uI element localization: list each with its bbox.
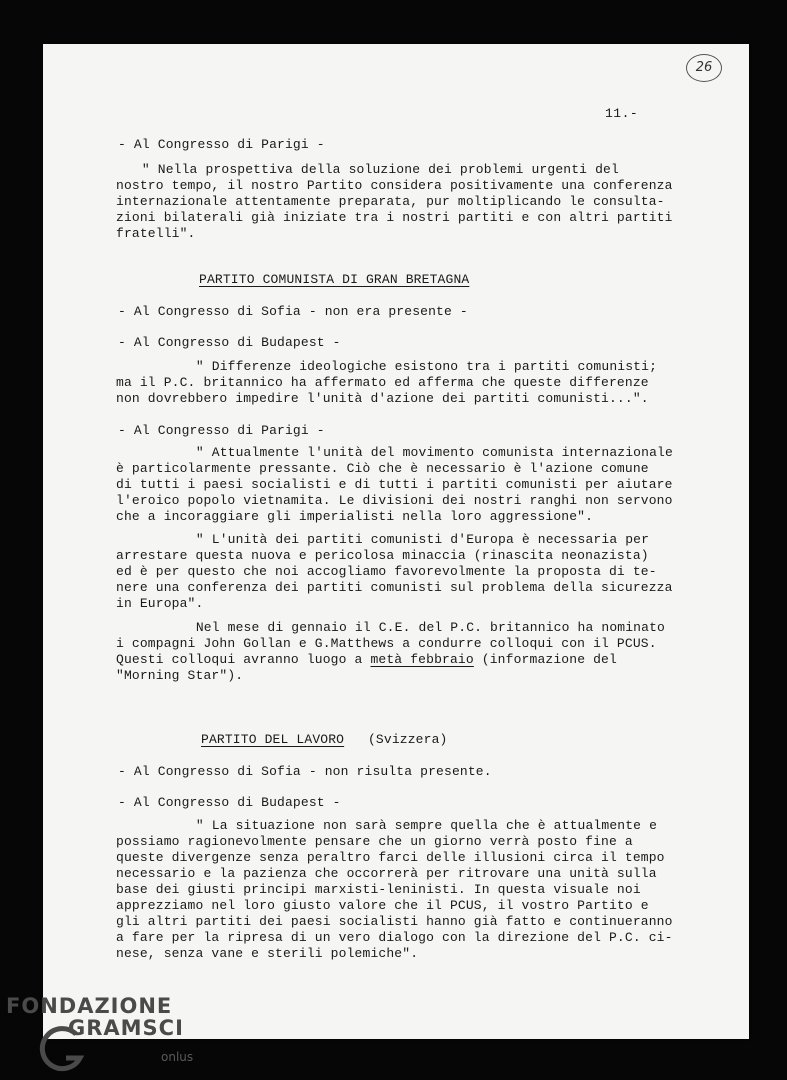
paragraph-text: (informazione del: [473, 652, 617, 667]
watermark-line1: FONDAZIONE: [6, 994, 173, 1018]
paragraph-line: Nel mese di gennaio il C.E. del P.C. britannico ha nominato: [172, 620, 665, 635]
congress-line: - Al Congresso di Budapest -: [118, 795, 341, 810]
quote-line: a fare per la ripresa di un vero dialogo con la direzione del P.C. ci-: [116, 930, 673, 945]
quote-line: ed è per questo che noi accogliamo favorevolmente la proposta di te-: [116, 564, 657, 579]
quote-line: gli altri partiti dei paesi socialisti hanno già fatto e continueranno: [116, 914, 673, 929]
archive-number-stamp: 26: [686, 54, 722, 82]
quote-line: apprezziamo nel loro giusto valore che il PCUS, il vostro Partito e: [116, 898, 649, 913]
quote-line: arrestare questa nuova e pericolosa minaccia (rinascita neonazista): [116, 548, 649, 563]
quote-line: l'eroico popolo vietnamita. Le divisioni dei nostri ranghi non servono: [116, 493, 673, 508]
quote-line: in Europa".: [116, 596, 204, 611]
paragraph-line: i compagni John Gollan e G.Matthews a condurre colloqui con il PCUS.: [116, 636, 657, 651]
quote-line: " Nella prospettiva della soluzione dei problemi urgenti del: [118, 162, 619, 177]
watermark-line2: GRAMSCI: [68, 1016, 184, 1040]
congress-line: - Al Congresso di Sofia - non era presente -: [118, 304, 468, 319]
quote-line: nese, senza vane e sterili polemiche".: [116, 946, 419, 961]
quote-line: nostro tempo, il nostro Partito considera positivamente una conferenza: [116, 178, 673, 193]
section-heading-gran-bretagna: PARTITO COMUNISTA DI GRAN BRETAGNA: [199, 272, 470, 287]
quote-line: ma il P.C. britannico ha affermato ed afferma che queste differenze: [116, 375, 649, 390]
quote-line: nere una conferenza dei partiti comunisti sul problema della sicurezza: [116, 580, 673, 595]
congress-line: - Al Congresso di Parigi -: [118, 137, 325, 152]
paragraph-line: "Morning Star").: [116, 668, 244, 683]
quote-line: fratelli".: [116, 226, 196, 241]
underlined-date: metà febbraio: [370, 652, 474, 667]
quote-line: di tutti i paesi socialisti e di tutti i partiti comunisti per aiutare: [116, 477, 673, 492]
fondazione-gramsci-watermark: [6, 994, 206, 1074]
quote-line: zioni bilaterali già iniziate tra i nostri partiti e con altri partiti: [116, 210, 673, 225]
quote-line: è particolarmente pressante. Ciò che è necessario è l'azione comune: [116, 461, 649, 476]
quote-line: " Attualmente l'unità del movimento comunista internazionale: [172, 445, 673, 460]
quote-line: " L'unità dei partiti comunisti d'Europa è necessaria per: [172, 532, 650, 547]
quote-line: queste divergenze senza peraltro farci delle illusioni circa il tempo: [116, 850, 665, 865]
congress-line: - Al Congresso di Budapest -: [118, 335, 341, 350]
section-heading-partito-del-lavoro: [201, 732, 448, 749]
quote-line: non dovrebbero impedire l'unità d'azione dei partiti comunisti...".: [116, 391, 649, 406]
paragraph-line: [116, 652, 617, 669]
quote-line: base dei giusti principi marxisti-leninisti. In questa visuale noi: [116, 882, 641, 897]
quote-line: che a incoraggiare gli imperialisti nella loro aggressione".: [116, 509, 594, 524]
page-number: 11.-: [605, 106, 639, 121]
congress-line: - Al Congresso di Sofia - non risulta presente.: [118, 764, 492, 779]
congress-line: - Al Congresso di Parigi -: [118, 423, 325, 438]
quote-line: possiamo ragionevolmente pensare che un giorno verrà posto fine a: [116, 834, 633, 849]
quote-line: internazionale attentamente preparata, pur moltiplicando le consulta-: [116, 194, 665, 209]
paragraph-text: Questi colloqui avranno luogo a: [116, 652, 371, 667]
heading-country: (Svizzera): [344, 732, 448, 747]
quote-line: necessario e la pazienza che occorrerà per ritrovare una unità sulla: [116, 866, 657, 881]
quote-line: " Differenze ideologiche esistono tra i partiti comunisti;: [172, 359, 658, 374]
heading-title: PARTITO DEL LAVORO: [201, 732, 345, 747]
watermark-line3: onlus: [161, 1050, 194, 1064]
quote-line: " La situazione non sarà sempre quella che è attualmente e: [172, 818, 658, 833]
